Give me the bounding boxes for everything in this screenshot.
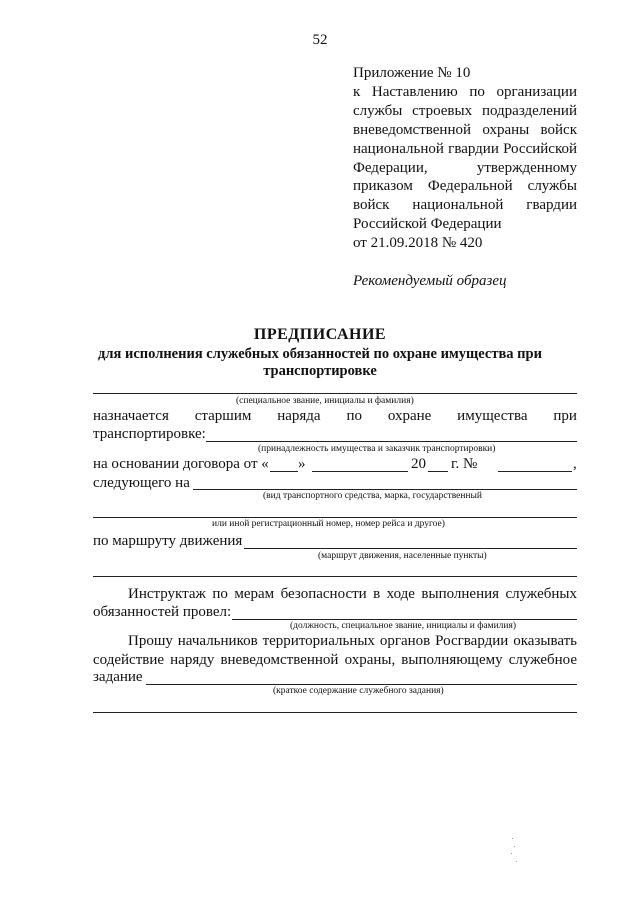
route-field[interactable] (244, 548, 577, 549)
sample-note: Рекомендуемый образец (353, 273, 507, 289)
contract-number-field[interactable] (498, 471, 572, 472)
page-number: 52 (312, 32, 328, 48)
route-field-continued[interactable] (93, 576, 577, 577)
task-field-continued[interactable] (93, 712, 577, 713)
scan-speck (512, 838, 513, 839)
appendix-line: службы строевых подразделений (353, 102, 577, 119)
assign-word: имущества (457, 408, 528, 424)
request-text: содействие наряду вневедомственной охраны, выполняющему служебное (93, 652, 577, 668)
request-text: Прошу начальников территориальных органов Росгвардии оказывать (128, 633, 577, 649)
route-label: по маршруту движения (93, 533, 243, 549)
vehicle-field[interactable] (193, 489, 577, 490)
appendix-line: к Наставлению по организации (353, 83, 577, 100)
appendix-line: Федерации, утвержденному (353, 159, 577, 176)
briefer-caption: (должность, специальное звание, инициалы и фамилия) (290, 621, 517, 631)
document-subtitle: для исполнения служебных обязанностей по охране имущества при (98, 346, 542, 362)
following-label: следующего на (93, 475, 190, 491)
briefing-text: Инструктаж по мерам безопасности в ходе выполнения служебных (128, 586, 577, 602)
rank-name-caption: (специальное звание, инициалы и фамилия) (236, 396, 414, 406)
task-caption: (краткое содержание служебного задания) (273, 686, 444, 696)
appendix-line: национальной гвардии Российской (353, 140, 577, 157)
assign-word: охране (387, 408, 432, 424)
contract-year-prefix: 20 (411, 456, 426, 472)
briefing-text: обязанностей провел: (93, 604, 232, 620)
contract-comma: , (573, 456, 577, 472)
appendix-line: от 21.09.2018 № 420 (353, 235, 483, 252)
appendix-line: Российской Федерации (353, 216, 502, 233)
route-caption: (маршрут движения, населенные пункты) (318, 551, 487, 561)
vehicle-caption-continued: или иной регистрационный номер, номер рейса и другое) (212, 519, 445, 529)
scan-speck (514, 846, 515, 847)
task-label: задание (93, 669, 143, 685)
contract-month-field[interactable] (312, 471, 408, 472)
assign-word: старшим (194, 408, 252, 424)
assign-line (93, 408, 577, 425)
assign-word: по (346, 408, 362, 424)
transport-label: транспортировке: (93, 426, 206, 442)
owner-customer-field[interactable] (206, 441, 577, 442)
scan-speck (516, 861, 517, 862)
task-field[interactable] (146, 684, 577, 685)
appendix-line: вневедомственной охраны войск (353, 121, 577, 138)
document-subtitle: транспортировке (263, 363, 377, 379)
scan-speck (511, 853, 512, 854)
appendix-line: приказом Федеральной службы (353, 178, 577, 195)
contract-quote-close: » (298, 456, 306, 472)
appendix-line: войск национальной гвардии (353, 197, 577, 214)
contract-year-field[interactable] (428, 471, 448, 472)
assign-word: назначается (93, 408, 169, 424)
contract-day-field[interactable] (270, 471, 298, 472)
owner-customer-caption: (принадлежность имущества и заказчик транспортировки) (258, 444, 496, 454)
assign-word: наряда (277, 408, 321, 424)
document-title: ПРЕДПИСАНИЕ (253, 326, 387, 343)
briefer-field[interactable] (232, 619, 577, 620)
vehicle-field-continued[interactable] (93, 517, 577, 518)
appendix-line: Приложение № 10 (353, 65, 471, 81)
assign-word: при (553, 408, 577, 424)
contract-label: на основании договора от « (93, 456, 269, 472)
contract-number-label: г. № (451, 456, 478, 472)
vehicle-caption: (вид транспортного средства, марка, государственный (263, 491, 482, 501)
rank-name-field[interactable] (93, 393, 577, 394)
appendix-block (353, 64, 577, 253)
